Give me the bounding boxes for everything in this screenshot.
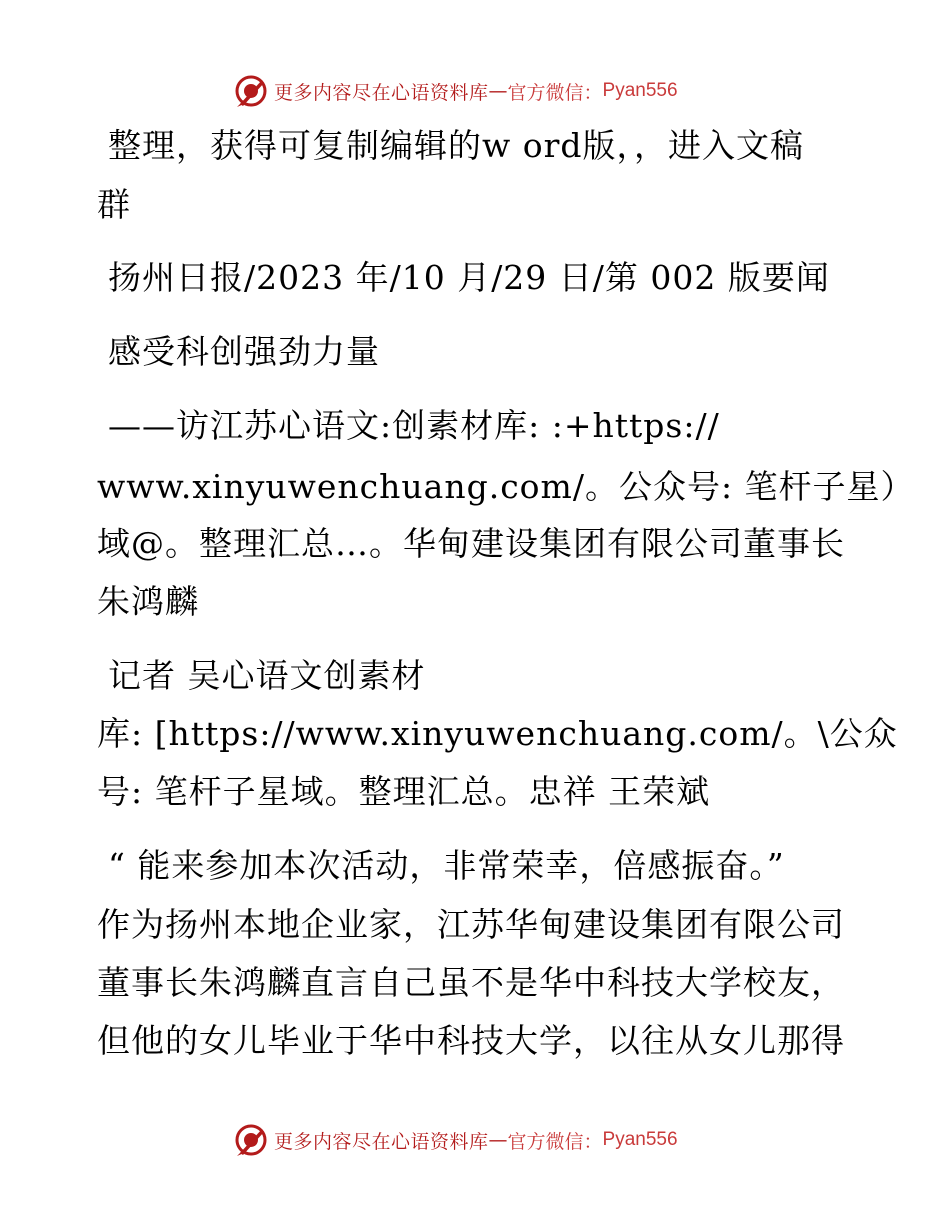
banner-wechat-id: Pyan556 xyxy=(602,80,678,101)
body-line-2: 群 xyxy=(97,185,131,224)
footer-separator: — xyxy=(488,1129,508,1151)
banner-slogan: 更多内容尽在心语资料库 xyxy=(274,81,489,104)
article-subtitle-line-2: www.xinyuwenchuang.com/。公众号: 笔杆子星） xyxy=(97,467,915,506)
article-subtitle-line-4: 朱鸿麟 xyxy=(97,582,199,621)
pen-circle-logo-icon xyxy=(234,1123,268,1157)
footer-banner xyxy=(234,1120,714,1160)
article-title: 感受科创强劲力量 xyxy=(108,332,380,371)
byline-line-2: 库: [https://www.xinyuwenchuang.com/。\公众 xyxy=(97,714,898,753)
pen-circle-logo-icon xyxy=(234,74,268,108)
source-line: 扬州日报/2023 年/10 月/29 日/第 002 版要闻 xyxy=(108,258,830,297)
paragraph-line-2: 作为扬州本地企业家，江苏华甸建设集团有限公司 xyxy=(97,905,845,944)
banner-official-label: 官方微信： xyxy=(507,81,603,104)
paragraph-line-4: 但他的女儿毕业于华中科技大学，以往从女儿那得 xyxy=(97,1021,845,1060)
paragraph-line-1: “ 能来参加本次活动，非常荣幸，倍感振奋。” xyxy=(108,846,785,885)
byline-line-3: 号: 笔杆子星域。整理汇总。忠祥 王荣斌 xyxy=(97,772,711,811)
byline-line-1: 记者 吴心语文创素材 xyxy=(108,656,426,695)
article-subtitle-line-3: 域@。整理汇总…。华甸建设集团有限公司董事长 xyxy=(97,524,845,563)
footer-official-label: 官方微信： xyxy=(507,1130,603,1153)
paragraph-line-3: 董事长朱鸿麟直言自己虽不是华中科技大学校友， xyxy=(97,963,845,1002)
banner-separator: — xyxy=(488,80,508,102)
header-banner xyxy=(234,71,714,111)
footer-slogan: 更多内容尽在心语资料库 xyxy=(274,1130,489,1153)
footer-wechat-id: Pyan556 xyxy=(602,1129,678,1150)
article-subtitle-line-1: ——访江苏心语文:创素材库: :+https:// xyxy=(108,406,720,445)
body-line-1: 整理，获得可复制编辑的w ord版，，进入文稿 xyxy=(108,126,805,165)
